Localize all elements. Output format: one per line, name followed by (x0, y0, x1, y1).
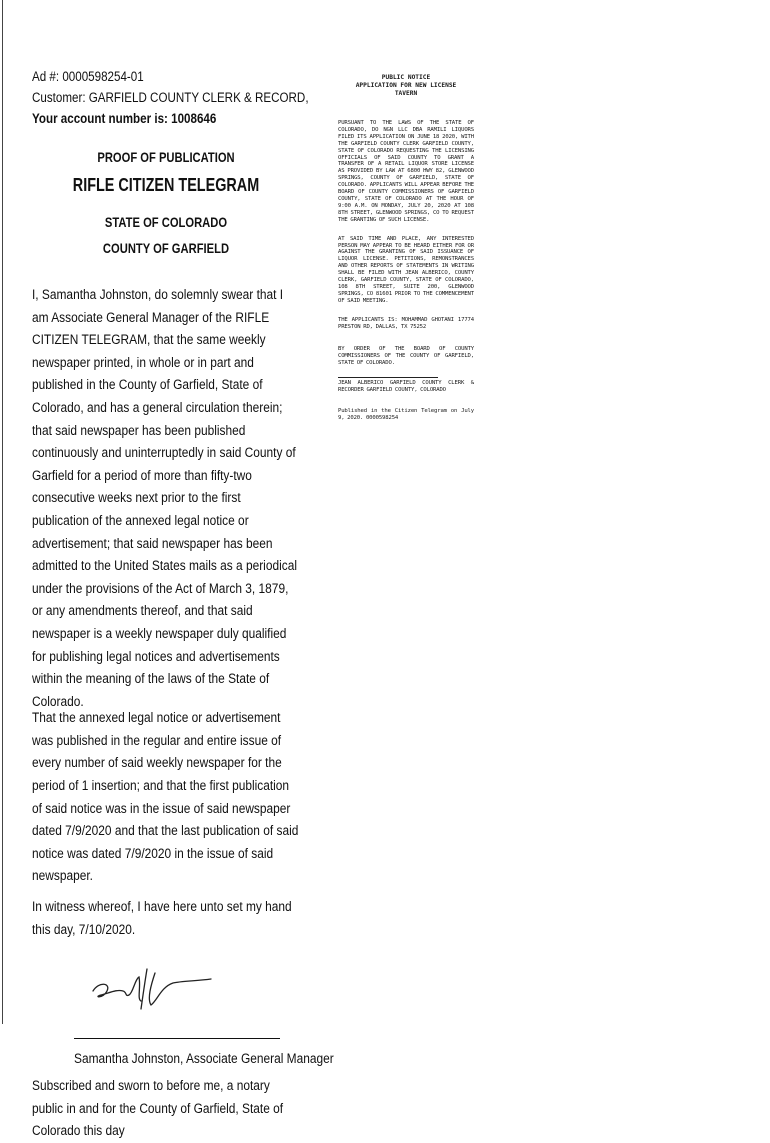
notice-paragraph-4: BY ORDER OF THE BOARD OF COUNTY COMMISSIONERS OF THE COUNTY OF GARFIELD, STATE OF COLORADO. (338, 346, 474, 367)
notary-paragraph: Subscribed and sworn to before me, a notary public in and for the County of Garfield, State of Colorado this day (32, 1078, 284, 1140)
signature-line (74, 1038, 280, 1039)
handwritten-signature (87, 961, 217, 1016)
affidavit-paragraph-2: That the annexed legal notice or advertisement was published in the regular and entire issue of every number of said weekly newspaper for the period of 1 insertion; and that the first publication of said notice was in the issue of said newspaper dated 7/9/2020 and that the last publication of said notice was dated 7/9/2020 in the issue of said newspaper. (32, 710, 299, 885)
notice-paragraph-2: AT SAID TIME AND PLACE, ANY INTERESTED PERSON MAY APPEAR TO BE HEARD EITHER FOR OR AGAINST THE GRANTING OF SAID ISSUANCE OF LIQUOR LICENSE. PETITIONS, REMONSTRANCES AND OTHER REPORTS OF STATEMENTS IN WRITING SHALL BE FILED WITH JEAN ALBERICO, COUNTY CLERK, GARFIELD COUNTY, STATE OF COLORADO, 108 8TH STREET, SUITE 200, GLENWOOD SPRINGS, CO 81601 PRIOR TO THE COMMENCEMENT OF SAID MEETING. (338, 235, 474, 304)
notice-paragraph-1: PURSUANT TO THE LAWS OF THE STATE OF COLORADO, DO NGN LLC DBA RAMILI LIQUORS FILED ITS APPLICATION ON JUNE 18 2020, WITH THE GARFIELD COUNTY CLERK GARFIELD COUNTY, STATE OF COLORADO REQUESTING THE LICENSING OFFICIALS OF SAID COUNTY TO GRANT A TRANSFER OF A RETAIL LIQUOR STORE LICENSE AS PROVIDED BY LAW AT 6800 HWY 82, GLENWOOD SPRINGS, COUNTY OF GARFIELD, STATE OF COLORADO. APPLICANTS WILL APPEAR BEFORE THE BOARD OF COUNTY COMMISSIONERS OF GARFIELD COUNTY, STATE OF COLORADO AT THE HOUR OF 9:00 A.M. ON MONDAY, JULY 20, 2020 AT 108 8TH STREET, GLENWOOD SPRINGS, CO TO REQUEST THE GRANTING OF SUCH LICENSE. (338, 120, 474, 223)
county-heading: COUNTY OF GARFIELD (102, 240, 230, 256)
scan-edge-line (2, 0, 3, 1024)
newspaper-name: RIFLE CITIZEN TELEGRAM (72, 175, 260, 195)
affidavit-column (32, 66, 334, 1143)
notice-signature-line (338, 377, 438, 378)
notice-paragraph-3: THE APPLICANTS IS: MOHAMMAD GHOTANI 17774 PRESTON RD, DALLAS, TX 75252 (338, 316, 474, 330)
legal-notice-column (338, 74, 474, 422)
notice-paragraph-5: JEAN ALBERICO GARFIELD COUNTY CLERK & RECORDER GARFIELD COUNTY, COLORADO (338, 380, 474, 394)
notice-title-3: TAVERN (394, 90, 418, 97)
customer-line: Customer: GARFIELD COUNTY CLERK & RECORD, (32, 90, 309, 105)
ad-number: Ad #: 0000598254-01 (32, 69, 144, 84)
proof-heading: PROOF OF PUBLICATION (97, 149, 235, 165)
witness-paragraph: In witness whereof, I have here unto set my hand this day, 7/10/2020. (32, 899, 292, 938)
account-number: Your account number is: 1008646 (32, 111, 217, 126)
notice-paragraph-6: Published in the Citizen Telegram on July 9, 2020. 0000598254 (338, 408, 474, 421)
affidavit-paragraph-1: I, Samantha Johnston, do solemnly swear that I am Associate General Manager of the RIFLE CITIZEN TELEGRAM, that the same weekly newspaper printed, in whole or in part and published in the County of Garfield, State of Colorado, and has a general circulation therein; that said newspaper has been published continuously and uninterruptedly in said County of Garfield for a period of more than fifty-two consecutive weeks next prior to the first publication of the annexed legal notice or advertisement; that said newspaper has been admitted to the United States mails as a periodical under the provisions of the Act of March 3, 1879, or any amendments thereof, and that said newspaper is a weekly newspaper duly qualified for publishing legal notices and advertisements within the meaning of the laws of the State of Colorado. (32, 287, 297, 710)
notice-title-1: PUBLIC NOTICE (381, 74, 431, 81)
state-heading: STATE OF COLORADO (104, 214, 228, 230)
signer-name: Samantha Johnston, Associate General Manager (74, 1051, 334, 1068)
notice-title-2: APPLICATION FOR NEW LICENSE (355, 82, 457, 89)
